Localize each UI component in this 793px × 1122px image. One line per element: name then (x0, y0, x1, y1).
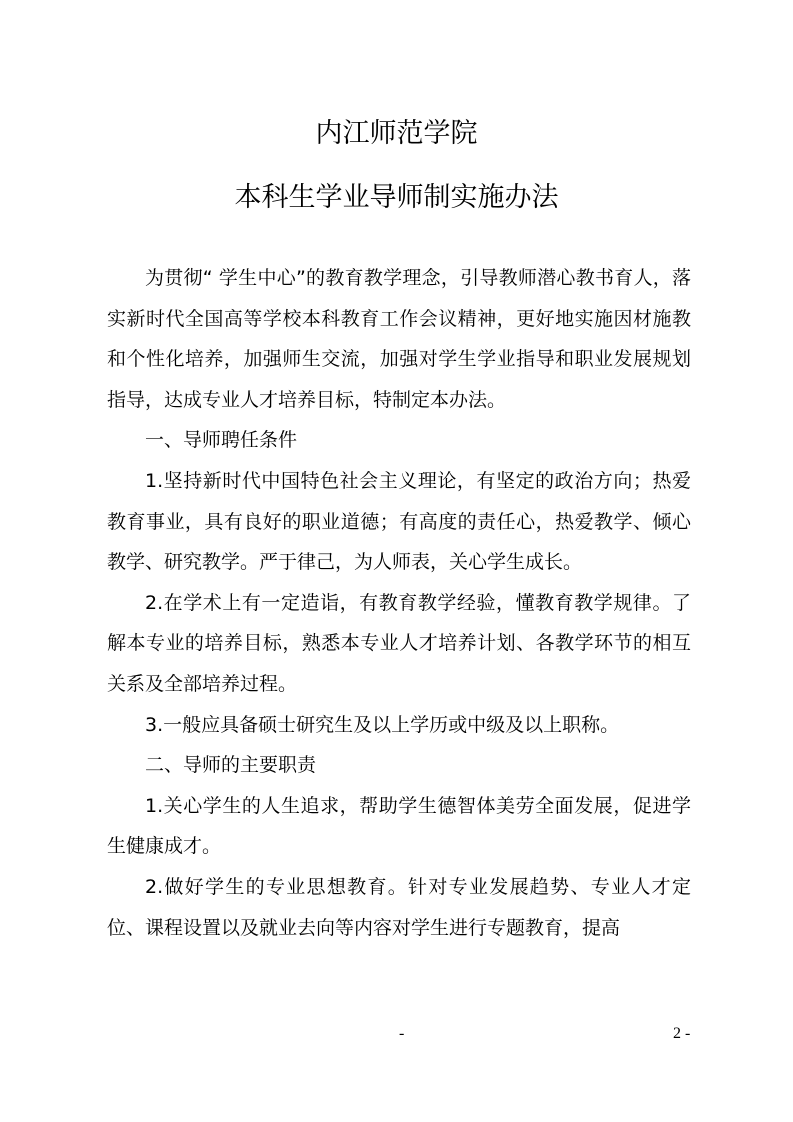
paragraph-1-2: 2.在学术上有一定造诣，有教育教学经验，懂教育教学规律。了解本专业的培养目标，熟悉本专业人才培养计划、各教学环节的相互关系及全部培养过程。 (107, 591, 691, 695)
section-heading-1: 一、导师聘任条件 (145, 429, 298, 452)
paragraph-2-2: 2.做好学生的专业思想教育。针对专业发展趋势、专业人才定位、课程设置以及就业去向等内容对学生进行专题教育，提高 (107, 875, 691, 939)
paragraph-intro: 为贯彻“ 学生中心”的教育教学理念，引导教师潜心教书育人，落实新时代全国高等学校本科教育工作会议精神，更好地实施因材施教和个性化培养，加强师生交流，加强对学生学业指导和职业发展规划指导，达成专业人才培养目标，特制定本办法。 (107, 267, 691, 411)
page-number: 2 - (673, 1025, 691, 1042)
paragraph-2-1: 1.关心学生的人生追求，帮助学生德智体美劳全面发展，促进学生健康成才。 (107, 794, 691, 858)
document-title-line-2: 本科生学业导师制实施办法 (234, 182, 559, 213)
document-title-line-1: 内江师范学院 (315, 118, 478, 149)
document-body (107, 258, 691, 948)
section-heading-2: 二、导师的主要职责 (145, 754, 317, 777)
footer-dash: - (399, 1025, 405, 1042)
paragraph-1-3: 3.一般应具备硕士研究生及以上学历或中级及以上职称。 (145, 713, 620, 736)
paragraph-1-1: 1.坚持新时代中国特色社会主义理论，有坚定的政治方向；热爱教育事业，具有良好的职业道德；有高度的责任心，热爱教学、倾心教学、研究教学。严于律己，为人师表，关心学生成长。 (107, 469, 691, 574)
